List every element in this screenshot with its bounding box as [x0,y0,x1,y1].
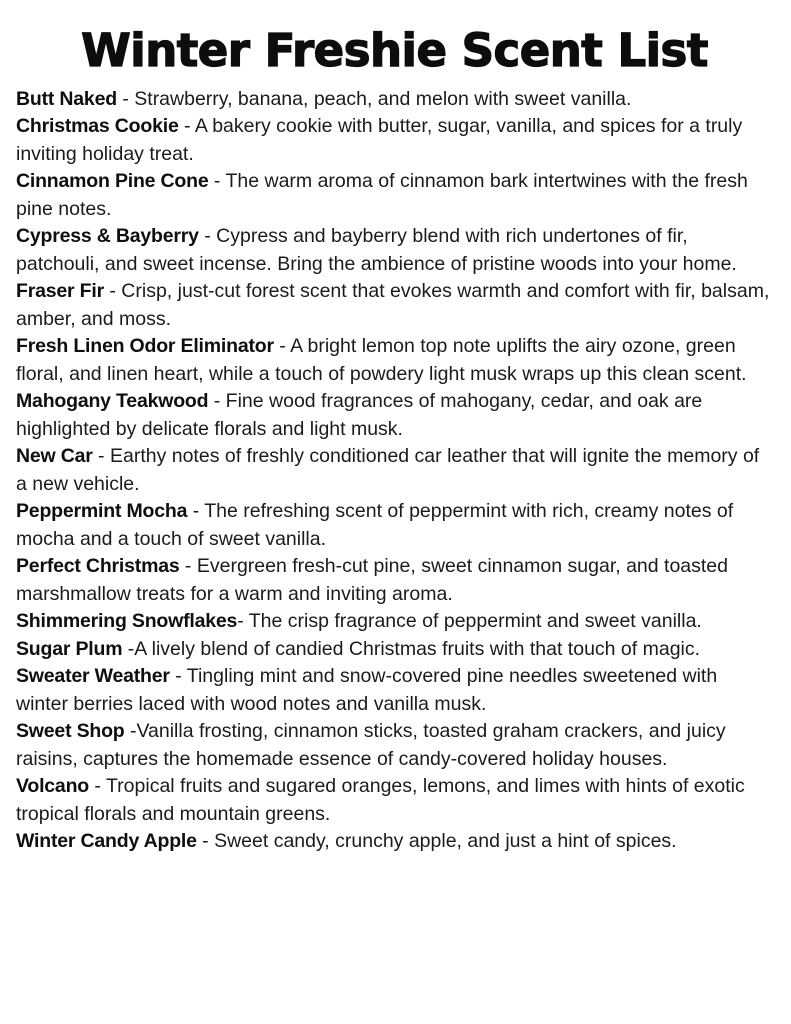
scent-description: -A lively blend of candied Christmas fruits with that touch of magic. [122,637,701,660]
scent-description: - Earthy notes of freshly conditioned car leather that will ignite the memory of a new vehicle. [16,445,760,495]
scent-item [16,113,773,168]
scent-item [16,773,773,828]
page-title: Winter Freshie Scent List [81,24,708,77]
scent-item [16,498,773,553]
scent-name: Shimmering Snowflakes [16,610,238,632]
scent-description: - The warm aroma of cinnamon bark intertwines with the fresh pine notes. [16,170,748,220]
scent-name: New Car [16,445,93,467]
scent-description: - Evergreen fresh-cut pine, sweet cinnamon sugar, and toasted marshmallow treats for a warm and inviting aroma. [16,555,728,605]
scent-item [16,443,773,498]
scent-description: - Tingling mint and snow-covered pine needles sweetened with winter berries laced with wood notes and vanilla musk. [16,665,718,715]
scent-name: Winter Candy Apple [16,830,197,852]
scent-item [16,663,773,718]
scent-item [16,718,773,773]
scent-description: - Tropical fruits and sugared oranges, lemons, and limes with hints of exotic tropical florals and mountain greens. [16,775,745,825]
scent-item [16,553,773,608]
scent-description: - Cypress and bayberry blend with rich undertones of fir, patchouli, and sweet incense. Bring the ambience of pristine woods into your home. [16,225,737,275]
scent-name: Butt Naked [16,87,117,110]
scent-item [16,828,773,856]
scent-name: Fraser Fir [16,280,104,302]
scent-name: Peppermint Mocha [16,500,188,522]
scent-item [16,333,773,388]
scent-item [16,168,773,223]
scent-item [16,278,773,333]
scent-description: - Strawberry, banana, peach, and melon with sweet vanilla. [116,87,632,110]
scent-description: - Crisp, just-cut forest scent that evokes warmth and comfort with fir, balsam, amber, and moss. [16,280,770,330]
scent-name: Perfect Christmas [16,555,180,577]
scent-list [16,86,773,856]
scent-name: Sugar Plum [16,637,123,660]
scent-description: - The crisp fragrance of peppermint and sweet vanilla. [237,610,702,632]
scent-name: Sweet Shop [16,720,125,742]
scent-description: - Fine wood fragrances of mahogany, cedar, and oak are highlighted by delicate florals and light musk. [16,390,703,440]
scent-description: -Vanilla frosting, cinnamon sticks, toasted graham crackers, and juicy raisins, captures the homemade essence of candy-covered holiday houses. [16,720,726,770]
scent-item [16,636,773,664]
scent-description: - A bakery cookie with butter, sugar, vanilla, and spices for a truly inviting holiday treat. [16,115,743,165]
scent-name: Cypress & Bayberry [16,225,199,247]
scent-item [16,388,773,443]
scent-description: - The refreshing scent of peppermint with rich, creamy notes of mocha and a touch of sweet vanilla. [16,500,734,550]
scent-name: Mahogany Teakwood [16,390,209,412]
scent-name: Cinnamon Pine Cone [16,170,209,192]
scent-item [16,608,773,636]
scent-item [16,223,773,278]
scent-item [16,86,773,114]
scent-name: Volcano [16,775,90,797]
scent-description: - A bright lemon top note uplifts the airy ozone, green floral, and linen heart, while a touch of powdery light musk wraps up this clean scent. [16,335,747,385]
scent-name: Sweater Weather [16,665,170,687]
scent-name: Christmas Cookie [16,115,179,137]
scent-description: - Sweet candy, crunchy apple, and just a hint of spices. [196,830,677,852]
scent-name: Fresh Linen Odor Eliminator [16,335,274,357]
